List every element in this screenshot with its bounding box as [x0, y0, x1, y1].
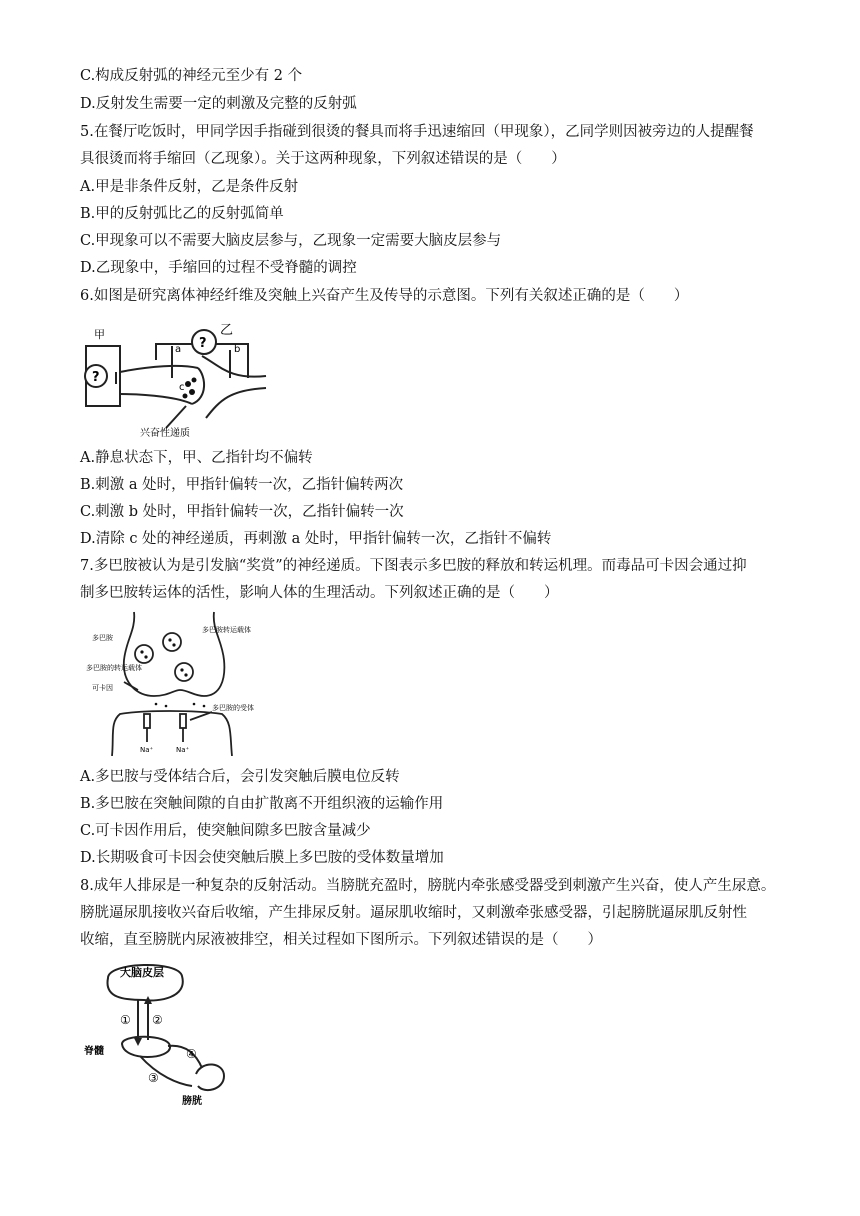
option-7a: A.多巴胺与受体结合后，会引发突触后膜电位反转 — [80, 769, 400, 785]
label-b: b — [234, 344, 241, 355]
label-na-2: Na⁺ — [176, 746, 190, 754]
vesicle — [163, 633, 181, 651]
option-5b: B.甲的反射弧比乙的反射弧简单 — [80, 206, 284, 222]
label-2: ② — [152, 1013, 163, 1027]
transmitter-pointer — [166, 406, 186, 428]
label-transporter: 多巴胺转运载体 — [202, 626, 251, 634]
vesicle — [189, 389, 195, 395]
label-spinal: 脊髓 — [84, 1046, 104, 1057]
option-7c: C.可卡因作用后，使突触间隙多巴胺含量减少 — [80, 823, 371, 839]
label-dopamine: 多巴胺 — [92, 634, 113, 642]
vesicle — [192, 378, 197, 383]
postsynaptic-cell — [112, 711, 232, 756]
pointer — [190, 712, 212, 720]
label-transporter-left: 多巴胺的转运载体 — [86, 664, 142, 672]
option-6c: C.刺激 b 处时，甲指针偏转一次，乙指针偏转一次 — [80, 504, 404, 520]
question-5-stem: 具很烫而将手缩回（乙现象）。关于这两种现象，下列叙述错误的是（ ） — [80, 151, 566, 167]
label-a: a — [175, 344, 182, 355]
option-6b: B.刺激 a 处时，甲指针偏转一次，乙指针偏转两次 — [80, 477, 404, 493]
spinal-cord — [122, 1037, 170, 1057]
option-5a: A.甲是非条件反射，乙是条件反射 — [80, 179, 299, 195]
option-4d: D.反射发生需要一定的刺激及完整的反射弧 — [80, 96, 357, 112]
label-4: ④ — [186, 1047, 197, 1061]
label-na-1: Na⁺ — [140, 746, 154, 754]
label-receptor: 多巴胺的受体 — [212, 704, 254, 712]
option-5d: D.乙现象中，手缩回的过程不受脊髓的调控 — [80, 260, 357, 276]
question-7-stem: 7.多巴胺被认为是引发脑“奖赏”的神经递质。下图表示多巴胺的释放和转运机理。而毒品可卡因会通过抑 — [80, 558, 747, 574]
vesicle — [175, 663, 193, 681]
option-7b: B.多巴胺在突触间隙的自由扩散离不开组织液的运输作用 — [80, 796, 444, 812]
pointer — [124, 682, 138, 690]
pathway-4 — [168, 1046, 202, 1068]
option-6a: A.静息状态下，甲、乙指针均不偏转 — [80, 450, 313, 466]
label-3: ③ — [148, 1071, 159, 1085]
label-jia-q: ? — [92, 370, 100, 385]
meter-yi-wire-left — [156, 344, 192, 360]
vesicle — [183, 394, 188, 399]
postsynaptic-membrane-top — [202, 356, 266, 377]
nerve-fiber-bottom — [120, 394, 192, 404]
question-8-stem: 膀胱逼尿肌接收兴奋后收缩，产生排尿反射。逼尿肌收缩时，又刺激牵张感受器，引起膀胱逼尿肌反射性 — [80, 905, 747, 921]
option-7d: D.长期吸食可卡因会使突触后膜上多巴胺的受体数量增加 — [80, 850, 444, 866]
label-c: c — [179, 382, 185, 393]
presynaptic-terminal — [124, 612, 225, 696]
receptor-channel — [180, 714, 186, 728]
nerve-fiber-top — [120, 366, 198, 372]
figure-7-dopamine-synapse — [84, 610, 254, 756]
label-yi-q: ? — [199, 336, 207, 351]
label-cortex: 大脑皮层 — [120, 966, 164, 979]
figure-8-urination-reflex — [78, 958, 238, 1110]
label-bladder: 膀胱 — [182, 1096, 202, 1107]
question-8-stem: 收缩，直至膀胱内尿液被排空，相关过程如下图所示。下列叙述错误的是（ ） — [80, 932, 602, 948]
question-5-stem: 5.在餐厅吃饭时，甲同学因手指碰到很烫的餐具而将手迅速缩回（甲现象），乙同学则因被旁边的人提醒餐 — [80, 124, 754, 140]
label-cocaine: 可卡因 — [92, 684, 113, 692]
option-5c: C.甲现象可以不需要大脑皮层参与，乙现象一定需要大脑皮层参与 — [80, 233, 502, 249]
question-6-stem: 6.如图是研究离体神经纤维及突触上兴奋产生及传导的示意图。下列有关叙述正确的是（ ） — [80, 288, 689, 304]
label-yi: 乙 — [220, 323, 234, 338]
label-1: ① — [120, 1013, 131, 1027]
option-4c: C.构成反射弧的神经元至少有 2 个 — [80, 68, 303, 84]
vesicle — [135, 645, 153, 663]
question-7-stem: 制多巴胺转运体的活性，影响人体的生理活动。下列叙述正确的是（ ） — [80, 585, 559, 601]
figure-6-nerve-synapse — [80, 316, 270, 438]
presynaptic-terminal — [192, 368, 204, 404]
label-transmitter: 兴奋性递质 — [140, 428, 190, 438]
question-8-stem: 8.成年人排尿是一种复杂的反射活动。当膀胱充盈时，膀胱内牵张感受器受到刺激产生兴奋，使人产生尿意。 — [80, 878, 776, 894]
vesicle — [185, 381, 191, 387]
postsynaptic-membrane-bottom — [206, 388, 266, 418]
bladder — [196, 1064, 224, 1090]
option-6d: D.清除 c 处的神经递质，再刺激 a 处时，甲指针偏转一次，乙指针不偏转 — [80, 531, 552, 547]
receptor-channel — [144, 714, 150, 728]
label-jia: 甲 — [94, 328, 105, 341]
